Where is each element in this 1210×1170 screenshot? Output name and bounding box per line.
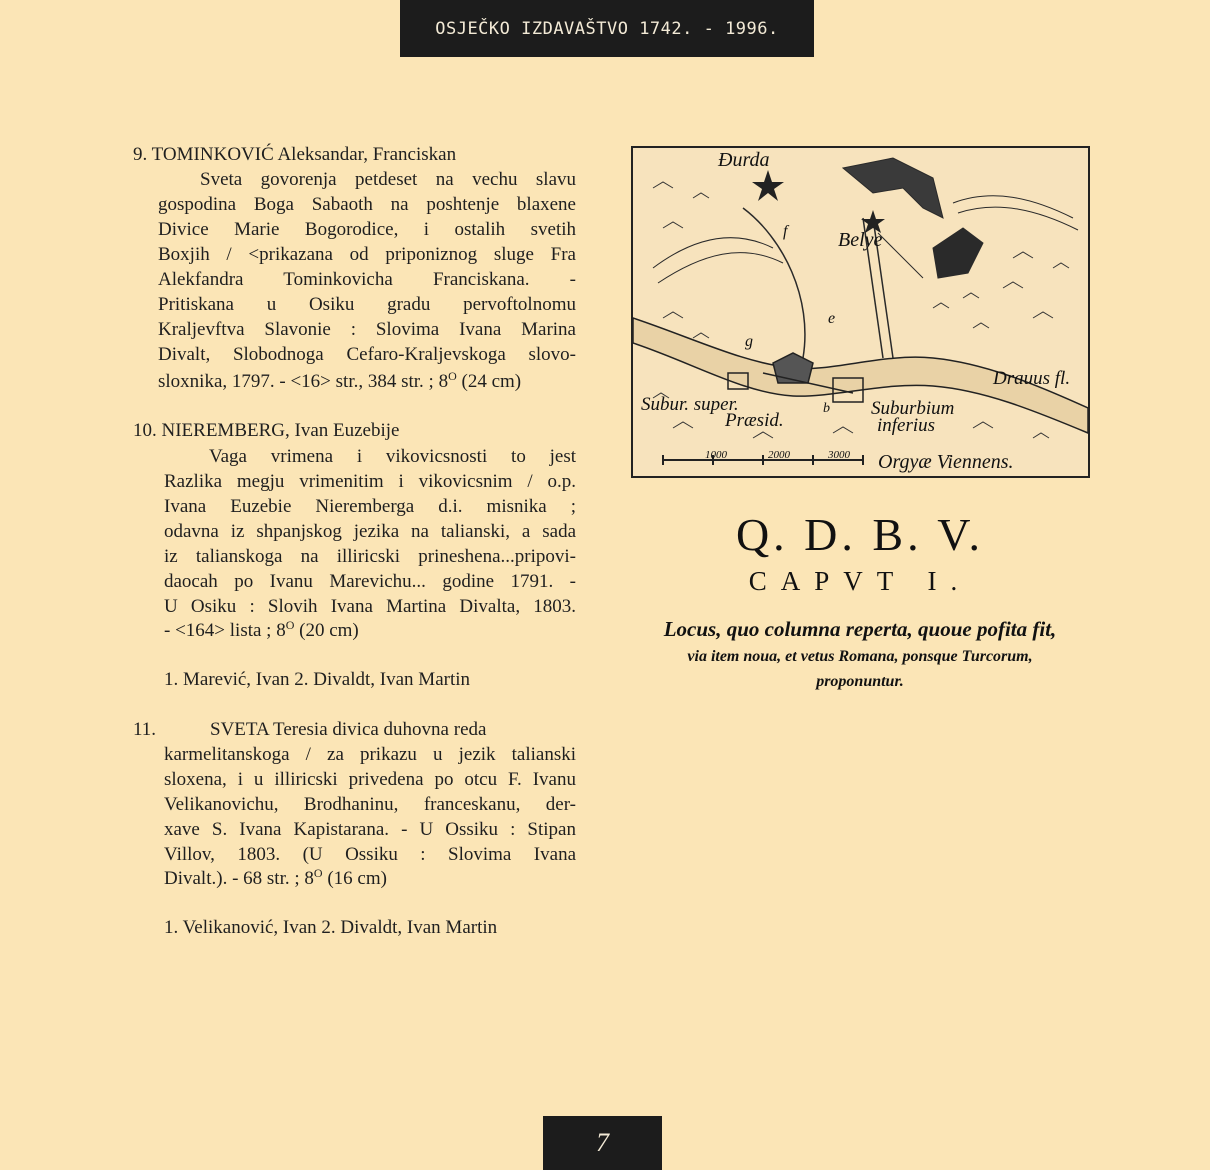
subject-index: 1. Marević, Ivan 2. Divaldt, Ivan Martin [164,669,471,690]
entry-line: Ivana Euzebie Nieremberga d.i. misnika ; [164,496,576,517]
map-label-e: e [828,310,836,327]
entry-line: Sveta govorenja petdeset na vechu slavu [200,169,576,190]
collation-text: Divalt.). - 68 str. ; 8 [164,868,314,889]
format-superscript: O [313,866,323,880]
map-label-b: b [823,401,830,416]
entry-line: daocah po Ivanu Marevichu... godine 1791. - [164,571,576,592]
map-label-suburbium: Suburbium [871,398,955,419]
engraved-map [631,146,1090,478]
entry-line: Razlika megju vrimenitim i vikovicsnim / o.p. [164,471,576,492]
entry-author: NIEREMBERG, Ivan Euzebije [161,420,400,441]
entry-line: U Osiku : Slovih Ivana Martina Divalta, 1803. [164,596,576,617]
entry-line: Villov, 1803. (U Ossiku : Slovima Ivana [164,844,576,865]
map-label-praesid: Præsid. [725,410,784,431]
entry-heading [133,419,399,444]
bibliography-column [0,0,600,1000]
header-title: OSJEČKO IZDAVAŠTVO 1742. - 1996. [435,18,779,39]
entry-number: 11. [133,719,157,740]
entry-line: Divalt, Slobodnoga Cefaro-Kraljevskoga slovo- [158,344,576,365]
entry-line: gospodina Boga Sabaoth na poshtenje blaxene [158,194,576,215]
map-label-dravus: Drauus fl. [993,368,1071,389]
map-label-belye: Belye [838,229,883,251]
locus-line-3: proponuntur. [816,673,904,690]
collation-text: - <164> lista ; 8 [164,620,286,641]
entry-heading [133,718,486,743]
map-label-g: g [745,333,753,350]
locus-line-1: Locus, quo columna reperta, quoue pofita fit, [663,617,1057,641]
entry-line: Divice Marie Bogorodice, i ostalih svetih [158,219,576,240]
entry-line-last [164,619,359,644]
size-text: (16 cm) [322,868,387,889]
entry-line: Pritiskana u Osiku gradu pervoftolnomu [158,294,576,315]
caput-heading: CAPVT I. [748,566,972,596]
entry-line: sloxena, i u illiricski privedena po otcu F. Ivanu [164,769,576,790]
map-label-subur-super: Subur. super. [641,394,739,415]
format-superscript: O [285,618,295,632]
entry-author: TOMINKOVIĆ Aleksandar, Franciskan [151,144,457,165]
entry-line: odavna iz shpanjskog jezika na talianski, a sada [164,521,576,542]
collation-text: sloxnika, 1797. - <16> str., 384 str. ; 8 [158,371,449,392]
map-label-durda: Đurda [718,149,770,171]
entry-line: Boxjih / <prikazana od priponiznog sluge Fra [158,244,576,265]
map-label-f: f [783,223,788,240]
map-scale-2000: 2000 [768,449,790,461]
entry-line: Vaga vrimena i vikovicsnosti to jest [209,446,576,467]
entry-number: 9. [133,144,148,165]
map-label-inferius: inferius [877,415,936,436]
entry-line-last [164,867,387,892]
size-text: (24 cm) [456,371,522,392]
entry-line: Velikanovichu, Brodhaninu, franceskanu, der- [164,794,576,815]
locus-line-2: via item noua, et vetus Romana, ponsque Turcorum, [687,648,1033,665]
page-number-box [543,1116,662,1170]
map-scale-3000: 3000 [828,449,850,461]
subject-index: 1. Velikanović, Ivan 2. Divaldt, Ivan Martin [164,917,498,938]
map-label-orgyae: Orgyæ Viennens. [878,451,1014,473]
page-number: 7 [596,1128,609,1157]
entry-author: SVETA Teresia divica duhovna reda [210,719,487,740]
entry-line: karmelitanskoga / za prikazu u jezik talianski [164,744,576,765]
entry-line: iz talianskoga na illiricski prineshena...pripovi- [164,546,576,567]
entry-number: 10. [133,420,157,441]
size-text: (20 cm) [294,620,359,641]
map-drawing [633,148,1088,476]
entry-line-last [158,370,521,395]
entry-heading [133,143,456,168]
entry-line: Kraljevftva Slavonie : Slovima Ivana Marina [158,319,576,340]
format-superscript: O [448,369,457,383]
entry-line: Alekfandra Tominkovicha Franciskana. - [158,269,576,290]
entry-line: xave S. Ivana Kapistarana. - U Ossiku : Stipan [164,819,576,840]
map-scale-1000: 1000 [705,449,727,461]
qdbv-heading: Q. D. B. V. [735,509,985,560]
